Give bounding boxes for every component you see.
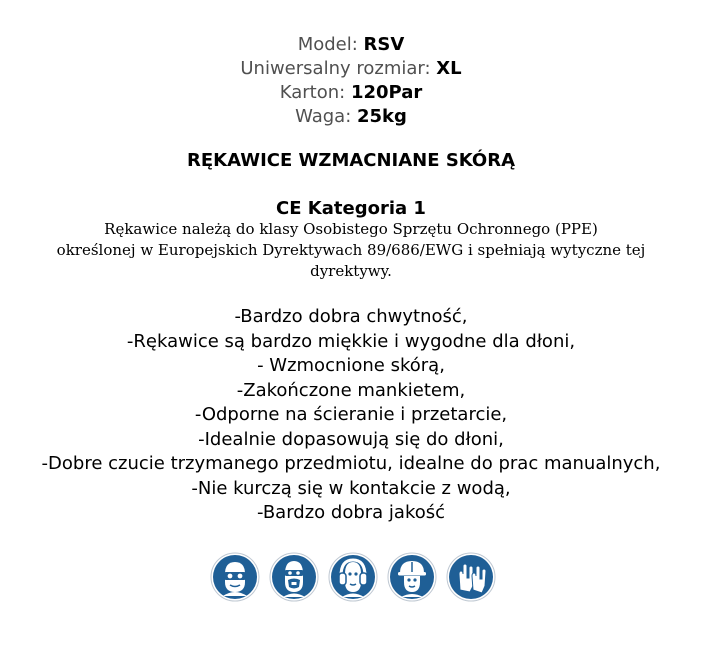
- spec-label: Uniwersalny rozmiar:: [240, 58, 437, 79]
- ear-protection-icon: [328, 552, 378, 602]
- feature-item: -Rękawice są bardzo miękkie i wygodne dla dłoni,: [126, 330, 576, 352]
- spec-label: Model:: [297, 34, 364, 55]
- spec-size: [0, 57, 702, 81]
- description-line: dyrektywy.: [310, 262, 392, 280]
- spec-weight: [0, 105, 702, 129]
- category-heading: CE Kategoria 1: [276, 198, 426, 219]
- spec-label: Karton:: [279, 82, 351, 103]
- spec-value: 25kg: [357, 106, 407, 127]
- spec-value: RSV: [363, 34, 405, 55]
- spec-model: [0, 33, 702, 57]
- hard-hat-icon: [387, 552, 437, 602]
- feature-item: - Wzmocnione skórą,: [257, 355, 445, 376]
- safety-glasses-icon: [210, 552, 260, 602]
- description-line: określonej w Europejskich Dyrektywach 89/686/EWG i spełniają wytyczne tej: [56, 241, 646, 259]
- feature-item: -Odporne na ścieranie i przetarcie,: [194, 404, 508, 425]
- feature-item: -Dobre czucie trzymanego przedmiotu, idealne do prac manualnych,: [41, 453, 661, 474]
- spec-label: Waga:: [295, 106, 357, 127]
- spec-carton: [0, 81, 702, 105]
- feature-item: -Bardzo dobra chwytność,: [234, 306, 468, 327]
- spec-value: XL: [436, 58, 462, 79]
- spec-value: 120Par: [350, 82, 423, 103]
- feature-item: -Nie kurczą się w kontakcie z wodą,: [191, 477, 511, 499]
- protective-gloves-icon: [446, 552, 496, 602]
- respirator-mask-icon: [269, 552, 319, 602]
- feature-item: -Bardzo dobra jakość: [256, 502, 446, 523]
- product-title: RĘKAWICE WZMACNIANE SKÓRĄ: [186, 150, 516, 171]
- description-line: Rękawice należą do klasy Osobistego Sprzętu Ochronnego (PPE): [104, 220, 598, 238]
- feature-item: -Idealnie dopasowują się do dłoni,: [198, 428, 504, 450]
- safety-icons-row: [210, 552, 495, 604]
- feature-item: -Zakończone mankietem,: [236, 379, 466, 401]
